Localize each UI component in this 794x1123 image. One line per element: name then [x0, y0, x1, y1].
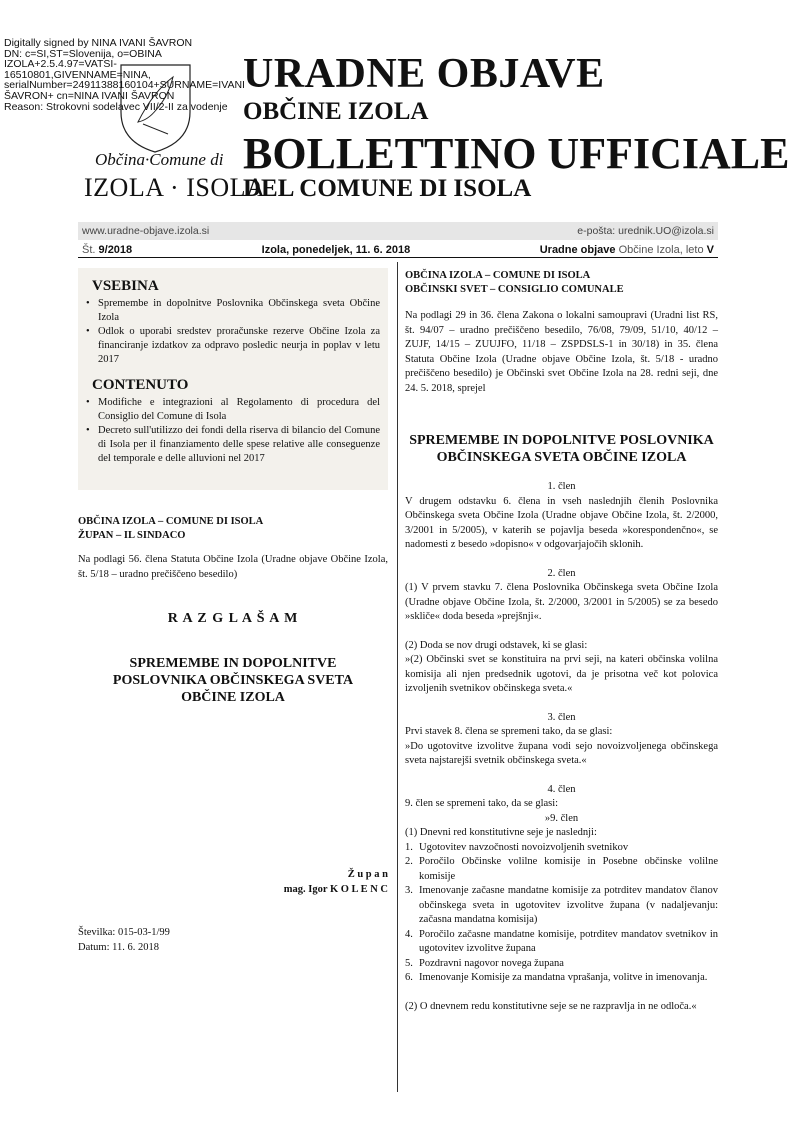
document-reference: Številka: 015-03-1/99 Datum: 11. 6. 2018 — [78, 927, 170, 953]
agenda-list — [405, 841, 718, 986]
contents-item[interactable]: • Odlok o uporabi sredstev proračunske rezerve Občine Izola za financiranje izdatkov za odpravo posledic neurja in poplav v letu 2017 — [86, 325, 380, 367]
list-item: 4. Poročilo začasne mandatne komisije, potrditev mandatov svetnikov in ugotovitev izvolitve župana — [405, 928, 718, 954]
publication-title-italian: BOLLETTINO UFFICIALE — [243, 129, 790, 178]
table-of-contents — [78, 268, 388, 490]
contents-item[interactable]: • Decreto sull'utilizzo dei fondi della riserva di bilancio del Comune di Isola per il finanziamento delle spese relative alle conseguenze del temporale e delle alluvioni nel 2017 — [86, 424, 380, 466]
list-item: 2. Poročilo Občinske volilne komisije in Posebne občinske volilne komisije — [405, 856, 718, 882]
publication-year: Uradne objave Občine Izola, leto V — [539, 243, 714, 256]
list-item: 6. Imenovanje Komisije za mandatna vprašanja, volitve in imenovanja. — [405, 972, 708, 983]
issue-place-date: Izola, ponedeljek, 11. 6. 2018 — [261, 243, 411, 256]
legal-basis: Na podlagi 29 in 36. člena Zakona o lokalni samoupravi (Uradni list RS, št. 94/07 – uradno prečiščeno besedilo, 76/08, 79/09, 51/10, 40/12 – ZUJF, 14/15 – ZUUJFO, 11/18 – ZSPDSLS-1 in 30/18) in 35. člena Statuta Občine Izola (Uradne objave Občine Izola, št. 5/18 - uradno prečiščeno besedilo) je Občinski svet Občine Izola na 28. redni seji, dne 24. 5. 2018, sprejel — [405, 310, 718, 394]
act-title: SPREMEMBE IN DOPOLNITVE POSLOVNIKA OBČINSKEGA SVETA OBČINE IZOLA — [112, 656, 354, 705]
list-item: 1. Ugotovitev navzočnosti novoizvoljenih svetnikov — [405, 841, 629, 853]
website-link[interactable]: www.uradne-objave.izola.si — [82, 225, 210, 237]
publication-subtitle: OBČINE IZOLA — [243, 98, 429, 125]
list-item: 3. Imenovanje začasne mandatne komisije za potrditev mandatov članov občinskega sveta in ugotovitev izvolitve župana (v nadaljevanju: začasna mandatna komisija) — [405, 885, 718, 925]
act-title: SPREMEMBE IN DOPOLNITVE POSLOVNIKA OBČINSKEGA SVETA OBČINE IZOLA — [409, 433, 714, 465]
article-heading: 3. člen — [547, 711, 576, 723]
signature-block: Ž u p a n mag. Igor K O L E N C — [283, 869, 388, 895]
article-heading: 2. člen — [547, 567, 576, 579]
article-heading: 4. člen — [547, 783, 576, 795]
issue-number: Št. 9/2018 — [82, 243, 133, 256]
column-divider — [397, 262, 398, 1092]
municipality-name-line1: Občina·Comune di — [95, 150, 224, 169]
contents-heading-it: CONTENUTO — [92, 377, 189, 393]
article-heading: 1. člen — [547, 481, 576, 492]
proclamation: R A Z G L A Š A M — [167, 611, 299, 626]
list-item: 5. Pozdravni nagovor novega župana — [405, 957, 564, 969]
issuer-heading: OBČINA IZOLA – COMUNE DI ISOLA — [78, 516, 264, 527]
info-bar — [78, 222, 718, 240]
publication-title: URADNE OBJAVE — [243, 51, 605, 97]
issuer-subheading: ŽUPAN – IL SINDACO — [78, 530, 186, 541]
contents-item[interactable]: • Modifiche e integrazioni al Regolamento di procedura del Consiglio del Comune di Isola — [86, 396, 380, 424]
email-link[interactable]: e-pošta: urednik.UO@izola.si — [577, 225, 714, 237]
contents-heading-sl: VSEBINA — [92, 278, 159, 294]
issue-bar — [78, 242, 718, 258]
municipality-name-line2: IZOLA · ISOLA — [84, 173, 266, 202]
digital-signature-text: Digitally signed by NINA IVANI ŠAVRON DN: c=SI,ST=Slovenija, o=OBINA IZOLA+2.5.4.97=VATSI- 16510801,GIVENNAME=NINA, serialNumber=24911388160104+SURNAME=IVANI ŠAVRON+ cn=NINA IVANI ŠAVRON Reason: Strokovni sodelavec VII/2-II za vodenje — [4, 37, 245, 113]
contents-item[interactable]: • Spremembe in dopolnitve Poslovnika Občinskega sveta Občine Izola — [86, 297, 380, 325]
publication-subtitle-italian: DEL COMUNE DI ISOLA — [243, 175, 532, 202]
legal-basis: Na podlagi 56. člena Statuta Občine Izola (Uradne objave Občine Izola, št. 5/18 – uradno prečiščeno besedilo) — [78, 554, 388, 580]
right-column-act: OBČINA IZOLA – COMUNE DI ISOLA OBČINSKI SVET – CONSIGLIO COMUNALE Na podlagi 29 in 36. člena Zakona o lokalni samoupravi (Uradni list RS, št. 94/07 – uradno prečiščeno besedilo, 76/08, 79/09, 51/10, 40/12 – ZUJF, 14/15 – ZUUJFO, 11/18 – ZSPDSLS-1 in 30/18) in 35. člena Statuta Občine Izola (Uradne objave Občine Izola, št. 5/18 - uradno prečiščeno besedilo) je Občinski svet Občine Izola na 28. redni seji, dne 24. 5. 2018, sprejel SPREMEMBE IN DOPOLNITVE POSLOVNIKA OBČINSKEGA SVETA OBČINE IZOLA 1. člen V drugem odstavku 6. člena in vseh naslednjih členih Poslovnika Občinskega sveta Občine Izola (Uradne objave Občine Izola, št. 2/2000, 3/2001 in 5/2005), v katerih se pojavlja beseda »korespondenčno«, se nadomesti z besedo »dopisno« v odgovarjajočih sklonih. 2. člen (1) V prvem stavku 7. člena Poslovnika Občinskega sveta Občine Izola (Uradne objave Občine Izola, št. 2/2000, 3/2001 in 5/2005) se za besedo »skliče« doda beseda »prejšnji«. (2) Doda se nov drugi odstavek, ki se glasi: »(2) Občinski svet se konstituira na prvi seji, na kateri občinska volilna komisija ali njen predsednik ugotovi, da je prisotna več kot polovica izvoljenih svetnikov občinskega sveta.« 3. člen Prvi stavek 8. člena se spremeni tako, da se glasi: »Do ugotovitve izvolitve župana vodi sejo novoizvoljenega občinskega sveta najstarejši svetnik občinskega sveta.« 4. člen 9. člen se spremeni tako, da se glasi: »9. člen (1) Dnevni red konstitutivne seje je naslednji: 1. Ugotovitev navzočnosti novoizvoljenih svetnikov 2. Poročilo Občinske volilne komisije in Posebne občinske volilne komisije 3. Imenovanje začasne mandatne komisije za potrditev mandatov članov občinskega sveta in ugotovitev izvolitve župana (v nadaljevanju: začasna mandatna komisija) 4. Poročilo začasne mandatne komisije, potrditev mandatov svetnikov in ugotovitev izvolitve župana 5. Pozdravni nagovor novega župana 6. Imenovanje Komisije za mandatna vprašanja, volitve in imenovanja. (2) O dnevnem redu konstitutivne seje se ne razpravlja in ne odloča.« — [405, 270, 718, 1012]
left-column-act — [78, 515, 388, 706]
